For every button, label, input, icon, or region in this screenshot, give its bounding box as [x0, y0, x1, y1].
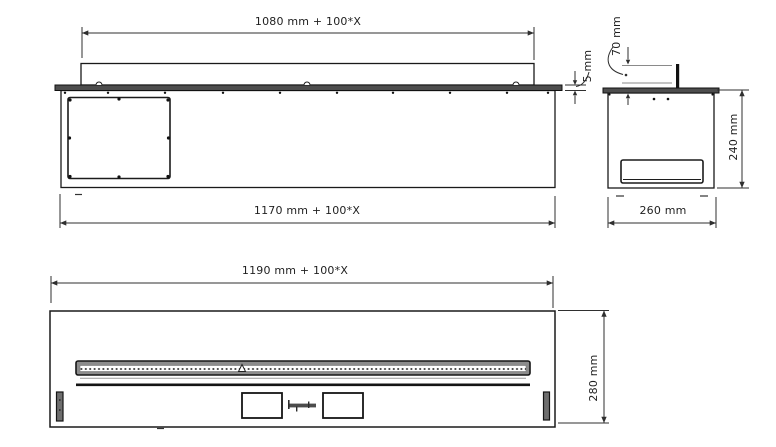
plate-pin — [96, 82, 102, 85]
dim-label-section-depth: 260 mm — [639, 204, 687, 217]
dim-label-section-height: 240 mm — [727, 113, 740, 161]
dim-label-side-overall-width: 1170 mm + 100*X — [253, 204, 361, 217]
dim-label-glass-height: 70 mm — [610, 16, 623, 56]
front-view — [50, 276, 609, 429]
plate-pin — [513, 82, 519, 85]
control-box-right — [323, 393, 363, 418]
grille-dot — [59, 409, 61, 411]
dim-label-plate-thickness: 5 mm — [581, 49, 594, 83]
dim-label-side-top-width: 1080 mm + 100*X — [254, 15, 362, 28]
plate-pin — [304, 82, 310, 85]
right-grille — [544, 392, 550, 420]
glass-flame-screen — [676, 64, 679, 88]
section-top-plate — [603, 88, 719, 93]
control-box-left — [242, 393, 282, 418]
access-panel — [68, 98, 170, 179]
dimension-1080 — [82, 27, 534, 60]
side-top-plate — [55, 85, 562, 91]
dim-label-front-height: 280 mm — [587, 354, 600, 402]
dimension-280 — [558, 311, 609, 424]
dimension-1190 — [51, 276, 553, 308]
side-view — [55, 27, 589, 228]
dim-label-front-overall-width: 1190 mm + 100*X — [241, 264, 349, 277]
left-grille — [57, 392, 64, 421]
grille-dot — [59, 399, 61, 401]
burner-perforations — [80, 366, 526, 372]
